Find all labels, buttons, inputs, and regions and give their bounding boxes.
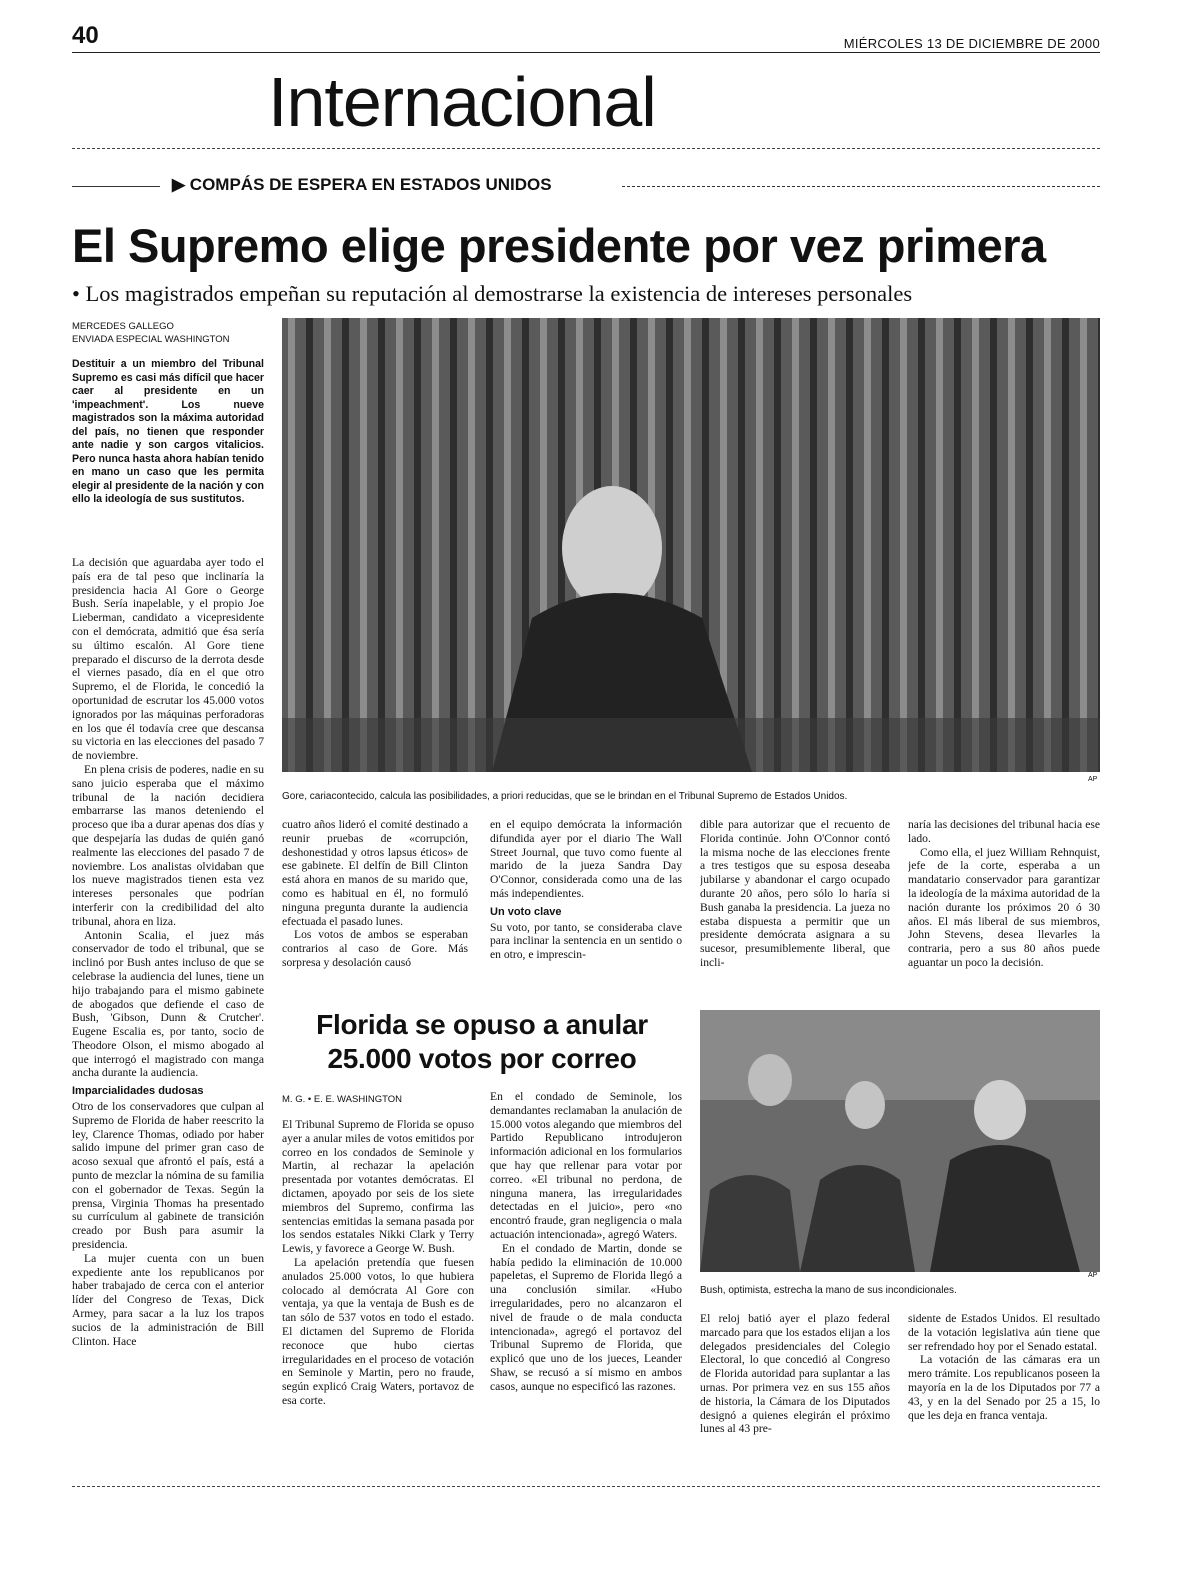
gate-bar (936, 318, 943, 772)
main-headline: El Supremo elige presidente por vez primera (72, 219, 1046, 272)
photo-caption: Gore, cariacontecido, calcula las posibilidades, a priori reducidas, que se le brindan en el Tribunal Supremo de Estados Unidos. (282, 791, 848, 802)
gate-bar (900, 318, 907, 772)
gate-bar (414, 318, 421, 772)
gate-bar (288, 318, 295, 772)
gate-bar (792, 318, 799, 772)
gate-bar (882, 318, 889, 772)
kicker (166, 175, 558, 195)
main-column-3 (490, 818, 682, 986)
paragraph: En el condado de Martin, donde se había pedido la eliminación de 10.000 papeletas, el Supremo de Florida llegó a una conclusión similar. «Hubo irregularidades, pero no alcanzaron el nivel de fraude o de mala conducta intencionada», agregó el portavoz del Tribunal Supremo de Florida, que explicó que uno de los jueces, Leander Shaw, se recusó a sí mismo en ambos casos, aunque no especificó las razones. (490, 1241, 682, 1393)
paragraph: El Tribunal Supremo de Florida se opuso ayer a anular miles de votos emitidos por correo en los condados de Seminole y Martin, al rechazar la apelación presentada por votantes demócratas. El dictamen, apoyado por seis de los siete miembros del Supremo, confirma las sentencias emitidas la semana pasada por los sendos estatales Nikki Clark y Terry Lewis, y favorece a George W. Bush. (282, 1118, 474, 1256)
play-arrow-icon: ▶ (172, 175, 190, 194)
paragraph: La votación de las cámaras era un mero trámite. Los republicanos poseen la mayoría en la de los Diputados por 77 a 43, y en la del Senado por 25 a 15, lo que les deja en franca ventaja. (908, 1353, 1100, 1422)
gate-bar (738, 318, 745, 772)
gate-bar (450, 318, 457, 772)
paragraph: En plena crisis de poderes, nadie en su sano juicio esperaba que el máximo tribunal de la nación decidiera embarrarse las manos deteniendo el proceso que iba a durar apenas dos días y que despejaría las dudas de quién ganó realmente las elecciones del pasado 7 de noviembre. Los analistas olvidaban que los nueve magistrados tienen esta vez intereses personales que podrían interferir con la credibilidad del alto tribunal, ahora en liza. (72, 762, 264, 928)
secondary-column-1 (282, 1118, 474, 1480)
secondary-column-4 (908, 1312, 1100, 1480)
gate-bar (828, 318, 835, 772)
kicker-rule-right (622, 186, 1100, 187)
paragraph: sidente de Estados Unidos. El resultado de la votación legislativa aún tiene que ser refrendado hoy por el Senado estatal. (908, 1312, 1100, 1353)
gate-bar (1098, 318, 1100, 772)
paragraph: en el equipo demócrata la información difundida ayer por el diario The Wall Street Journal, que tuvo como fuente al marido de la jueza Sandra Day O'Connor, considerada como una de las más independientes. (490, 818, 682, 900)
gate-bar (1080, 318, 1087, 772)
gate-bar (972, 318, 979, 772)
gate-bar (1044, 318, 1051, 772)
issue-date: MIÉRCOLES 13 DE DICIEMBRE DE 2000 (843, 36, 1100, 51)
gate-bar (468, 318, 475, 772)
secondary-headline: Florida se opuso a anular 25.000 votos por correo (316, 1009, 648, 1074)
gate-bar (432, 318, 439, 772)
gate-bar (954, 318, 961, 772)
gate-bar (306, 318, 313, 772)
secondary-column-2 (490, 1090, 682, 1482)
gate-bar (774, 318, 781, 772)
byline (72, 320, 230, 346)
paragraph: Antonin Scalia, el juez más conservador de todo el tribunal, que se inclinó por Bush antes incluso de que se celebrase la audiencia del lunes, tiene un hijo trabajando para el mismo gabinete de abogados que defiende el caso de Bush, 'Gibson, Dunn & Crutcher'. Eugene Escalia es, por tanto, socio de Theodore Olson, el mismo abogado al que interrogó el magistrado con manga ancha durante la audiencia. (72, 928, 264, 1080)
paragraph: Como ella, el juez William Rehnquist, jefe de la corte, esperaba a un mandatario conservador para garantizar la ideología de la máxima autoridad de la nación durante los próximos 20 ó 30 años. El más liberal de sus miembros, John Stevens, desea llevarles la contraria, pero a sus 80 años puede aguantar un poco la decisión. (908, 845, 1100, 969)
paragraph: Su voto, por tanto, se consideraba clave para inclinar la sentencia en un sentido o en otro, e imprescin- (490, 920, 682, 962)
paragraph: En el condado de Seminole, los demandantes reclamaban la anulación de 15.000 votos alegando que miembros del Partido Republicano introdujeron información adicional en los formularios que hay que rellenar para votar por correo. «El tribunal no perdona, de ninguna manera, las irregularidades detectadas en el juicio», pero «no encontró fraude, gran negligencia o mala actuación intencionada», agregó Waters. (490, 1090, 682, 1241)
gate-bar (342, 318, 349, 772)
gate-bar (846, 318, 853, 772)
paragraph: dible para autorizar que el recuento de Florida continúe. John O'Connor contó la misma noche de las elecciones frente a tres testigos que su esposa deseaba jubilarse y abandonar el cargo ocupado durante 20 años, pero sólo lo haría si Bush ganaba la presidencia. La jueza no estaba dispuesta a permitir que un presidente demócrata asignara a su sucesor, presumiblemente liberal, que incli- (700, 818, 890, 969)
gate-bar (756, 318, 763, 772)
top-rule (72, 52, 1100, 53)
paragraph: cuatro años lideró el comité destinado a reunir pruebas de «corrupción, deshonestidad y otros lapsus éticos» de ese gabinete. El delfín de Bill Clinton está ahora en manos de su marido que, como es habitual en él, no formuló ninguna pregunta durante la audiencia efectuada el pasado lunes. (282, 818, 468, 928)
main-column-4 (700, 818, 890, 986)
gate-bar (990, 318, 997, 772)
photo-credit: AP (1088, 1272, 1098, 1279)
main-deck: • Los magistrados empeñan su reputación al demostrarse la existencia de intereses personales (72, 281, 913, 306)
section-title: Internacional (268, 63, 656, 141)
paragraph: naría las decisiones del tribunal hacia ese lado. (908, 818, 1100, 845)
kicker-text: COMPÁS DE ESPERA EN ESTADOS UNIDOS (189, 175, 552, 194)
subheading: Un voto clave (490, 905, 562, 918)
paragraph: Otro de los conservadores que culpan al Supremo de Florida de haber reescrito la ley, Clarence Thomas, odiado por haber salido impune del primer gran caso de acoso sexual que afrontó el país, está a punto de mezclar la nómina de su familia con el gobernador de Texas. Según la prensa, Virginia Thomas ha presentado su currículum al gabinete de transición creado por Bush para asumir la presidencia. (72, 1100, 264, 1252)
author: MERCEDES GALLEGO (72, 321, 174, 332)
subheading: Imparcialidades dudosas (72, 1085, 204, 1098)
photo-bush (700, 1010, 1100, 1272)
paragraph: La mujer cuenta con un buen expediente ante los republicanos por haber trabajado de cerca con el anterior líder del Congreso de Texas, Dick Armey, para sacar a la luz los trapos sucios de la administración de Bill Clinton. Hace (72, 1251, 264, 1348)
photo-bush-image (700, 1010, 1100, 1272)
section-rule (72, 148, 1100, 149)
secondary-column-3 (700, 1312, 890, 1480)
lead-paragraph: Destituir a un miembro del Tribunal Supremo es casi más difícil que hacer caer al presidente en un 'impeachment'. Los nueve magistrados son la máxima autoridad del país, no tienen que responder ante nadie y son cargos vitalicios. Pero nunca hasta ahora habían tenido en mano un caso que les permita elegir al presidente de la nación y con ello la ideología de sus sustitutos. (72, 358, 264, 505)
dateline: ENVIADA ESPECIAL WASHINGTON (72, 334, 230, 345)
paragraph: La decisión que aguardaba ayer todo el país era de tal peso que inclinaría la presidencia hacia Al Gore o George Bush. Sería inapelable, y el propio Joe Lieberman, candidato a vicepresidente con el demócrata, admitió que ésa sería su último escalón. Al Gore tiene preparado el discurso de la derrota desde el viernes pasado, día en el que otro Supremo, el de Florida, le concedió la oportunidad de escrutar los 45.000 votos ignorados por las máquinas perforadoras en los que él todavía cree que descansa su victoria en las elecciones del pasado 7 de noviembre. (72, 556, 264, 763)
paragraph: La apelación pretendía que fuesen anulados 25.000 votos, lo que hubiera colocado al demócrata Al Gore con ventaja, ya que la ventaja de Bush es de tan sólo de 537 votos en todo el estado. El dictamen del Supremo de Florida reconoce que hubo ciertas irregularidades en el proceso de votación en Seminole y Martin, pero no fraude, según explicó Craig Waters, portavoz de esa corte. (282, 1255, 474, 1407)
gate-bar (864, 318, 871, 772)
photo-credit: AP (1088, 776, 1098, 783)
gate-bar (396, 318, 403, 772)
bottom-rule (72, 1486, 1100, 1487)
photo-gore-image (282, 318, 1100, 772)
secondary-byline: M. G. • E. E. WASHINGTON (282, 1094, 402, 1105)
main-column-1 (72, 556, 264, 1468)
gate-bar (378, 318, 385, 772)
page-number: 40 (72, 22, 99, 49)
main-column-2 (282, 818, 468, 986)
paragraph: El reloj batió ayer el plazo federal marcado para que los estados elijan a los delegados presidenciales del Colegio Electoral, lo que concedió al Congreso de Florida autoridad para suplantar a las urnas. Por primera vez en sus 155 años de historia, la Cámara de los Diputados designó a quienes elegirán el próximo lunes al 43 pre- (700, 1312, 890, 1436)
paragraph: Los votos de ambos se esperaban contrarios al caso de Gore. Más sorpresa y desolación causó (282, 928, 468, 969)
main-column-5 (908, 818, 1100, 986)
kicker-rule-left (72, 186, 160, 187)
gate-bar (1062, 318, 1069, 772)
gate-bar (486, 318, 493, 772)
gate-bar (1026, 318, 1033, 772)
gate-bar (324, 318, 331, 772)
gate-bar (810, 318, 817, 772)
photo-gore (282, 318, 1100, 772)
photo-caption: Bush, optimista, estrecha la mano de sus incondicionales. (700, 1285, 957, 1296)
gate-bar (360, 318, 367, 772)
gate-bar (1008, 318, 1015, 772)
gate-bar (918, 318, 925, 772)
